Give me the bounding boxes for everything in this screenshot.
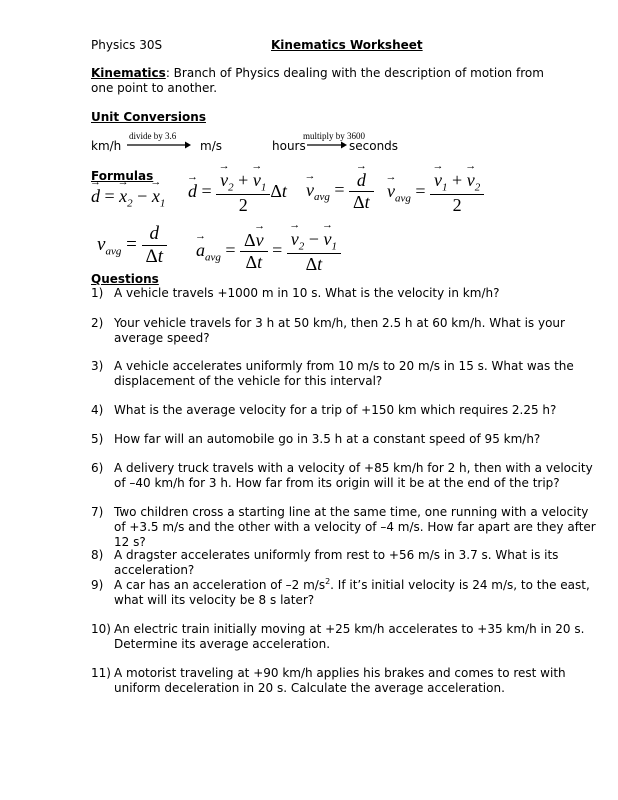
course-label: Physics 30S [91,38,163,52]
formula-avg-speed: $v_{avg}$ = $\frac{d}{\Delta t}$ [97,223,167,268]
formulas-heading: Formulas [91,169,154,183]
question-7: 7) Two children cross a starting line at the same time, one running with a velocity of +3.5 m/s and the other with a velocity of –4 m/s. How far apart are they after 12 s? [91,505,596,549]
unit-conversions-heading: Unit Conversions [91,110,206,124]
question-2: 2) Your vehicle travels for 3 h at 50 km/h, then 2.5 h at 60 km/h. What is your average speed? [91,316,565,345]
definition-term: Kinematics [91,66,166,80]
question-6: 6) A delivery truck travels with a velocity of +85 km/h for 2 h, then with a velocity of –40 km/h for 3 h. How far from its origin will it be at the end of the trip? [91,461,593,490]
conversion-from-hours: hours [272,139,306,153]
conversion-op-multiply: multiply by 3600 [303,131,366,141]
right-arrow-icon [307,140,347,150]
question-4: 4) What is the average velocity for a trip of +150 km which requires 2.25 h? [91,403,557,417]
question-11: 11) A motorist traveling at +90 km/h applies his brakes and comes to rest with uniform deceleration in 20 s. Calculate the average acceleration. [91,666,566,695]
page-title: Kinematics Worksheet [271,38,423,52]
formula-avg-velocity-mean: → $v_{avg}$ = → $\frac{v_1 + \to v_2}{2}$ [387,170,484,216]
formula-avg-velocity: → $v_{avg}$ = → $\frac{d}{\Delta t}$ [306,170,374,213]
question-3: 3) A vehicle accelerates uniformly from 10 m/s to 20 m/s in 15 s. What was the displacement of the vehicle for this interval? [91,359,574,388]
conversion-to-seconds: seconds [349,139,399,153]
question-8: 8) A dragster accelerates uniformly from rest to +56 m/s in 3.7 s. What is its acceleration? [91,548,559,577]
formula-avg-acceleration: → $a_{avg}$ = $\frac{\Delta\to v}{\Delta t}$ = → $\frac{v_2 - \to v_1}{\Delta t}$ [196,229,341,275]
formula-displacement: → d = → $x_2$ − → $x_1$ [91,186,165,210]
question-1: 1) A vehicle travels +1000 m in 10 s. What is the velocity in km/h? [91,286,500,300]
question-9: 9) A car has an acceleration of –2 $m/s^2$. If it’s initial velocity is 24 m/s, to the east, what will its velocity be 8 s later? [91,577,590,607]
question-5: 5) How far will an automobile go in 3.5 h at a constant speed of 95 km/h? [91,432,541,446]
questions-heading: Questions [91,272,159,286]
definition-text: : Branch of Physics dealing with the description of motion from one point to another. [91,66,544,95]
conversion-to-ms: m/s [200,139,222,153]
question-10: 10) An electric train initially moving at +25 km/h accelerates to +35 km/h in 20 s. Determine its average acceleration. [91,622,585,651]
definition-paragraph [91,66,561,96]
formula-displacement-avg-velocity: → d = → $\frac{v_2 + \to v_1}{2}$ Δt [188,170,287,216]
conversion-from-kmh: km/h [91,139,122,153]
right-arrow-icon [127,140,191,150]
conversion-op-divide: divide by 3.6 [129,131,177,141]
